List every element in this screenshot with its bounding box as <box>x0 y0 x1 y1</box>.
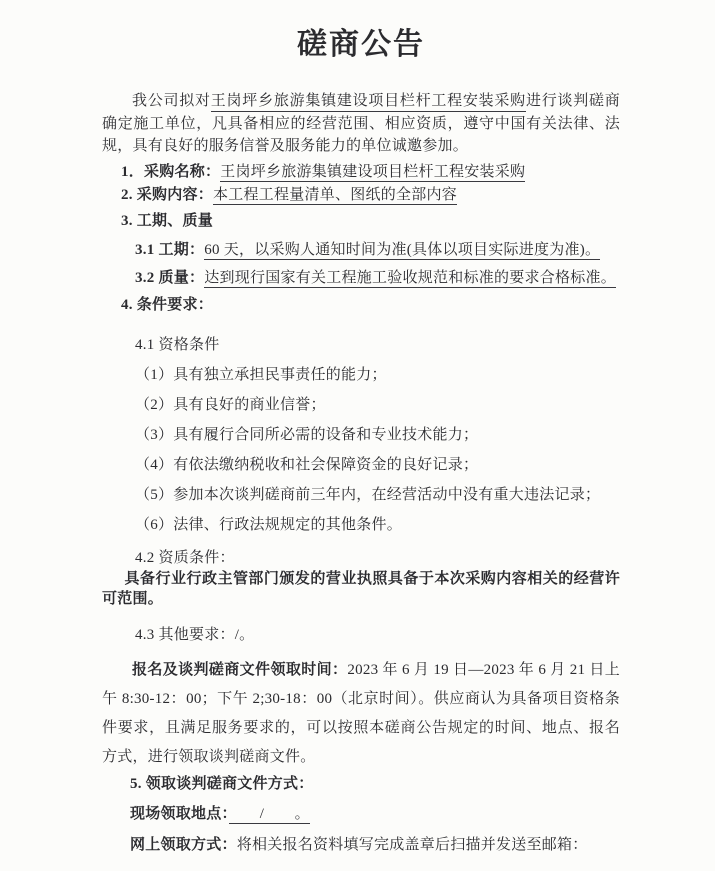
intro-paragraph <box>102 90 620 158</box>
item-1-label: 1．采购名称： <box>121 163 221 180</box>
registration-paragraph <box>102 656 620 772</box>
item-5-label: 5. 领取谈判磋商文件方式： <box>130 775 314 792</box>
page-title: 磋商公告 <box>297 28 425 61</box>
qualification-conditions-list <box>102 364 620 536</box>
item-4-label: 4. 条件要求： <box>121 296 214 313</box>
item-1-value-underlined: 王岗坪乡旅游集镇建设项目栏杆工程安装采购 <box>220 164 525 183</box>
item-2-value-underlined: 本工程工程量清单、图纸的全部内容 <box>213 187 457 206</box>
registration-label: 报名及谈判磋商文件领取时间： <box>132 661 348 678</box>
intro-project-name-underlined: 王岗坪乡旅游集镇建设项目栏杆工程安装采购 <box>211 93 526 112</box>
item-4-2-label: 4.2 资质条件： <box>135 549 235 566</box>
online-pickup-text: 将相关报名资料填写完成盖章后扫描并发送至邮箱： <box>236 836 588 853</box>
item-3-1-value-underlined: 60 天，以采购人通知时间为准(具体以项目实际进度为准)。 <box>204 242 600 261</box>
intro-text-pre: 我公司拟对 <box>132 93 211 109</box>
online-pickup-line <box>102 834 620 856</box>
item-4-1-qualification-heading <box>102 334 620 356</box>
item-5-document-pickup-heading <box>102 773 620 795</box>
item-4-conditions-heading <box>102 294 620 316</box>
item-4-3-label: 4.3 其他要求：/。 <box>135 626 255 643</box>
item-3-2-value-underlined: 达到现行国家有关工程施工验收规范和标准的要求合格标准。 <box>204 270 616 289</box>
item-4-3-other-requirements <box>102 624 620 646</box>
item-1-procurement-name <box>102 161 620 183</box>
intro-text-post: 进行谈判磋商确定施工单位，凡具备相应的经营范围、相应资质，遵守中国有关法律、法规，具有良好的服务信誉及服务能力的单位诚邀参加。 <box>102 93 620 154</box>
item-3-2-label: 3.2 质量： <box>135 269 205 286</box>
condition-item-6: （6）法律、行政法规规定的其他条件。 <box>135 516 403 533</box>
condition-item-1: （1）具有独立承担民事责任的能力； <box>135 366 387 383</box>
condition-item-3: （3）具有履行合同所必需的设备和专业技术能力； <box>135 426 479 443</box>
item-3-label: 3. 工期、质量 <box>121 212 214 229</box>
item-4-2-credentials-heading <box>102 547 620 569</box>
condition-item-5: （5）参加本次谈判磋商前三年内，在经营活动中没有重大违法记录； <box>135 486 601 503</box>
condition-item-4: （4）有依法缴纳税收和社会保障资金的良好记录； <box>135 456 479 473</box>
item-3-1-schedule <box>102 239 620 261</box>
item-3-1-label: 3.1 工期： <box>135 241 205 258</box>
online-pickup-label: 网上领取方式： <box>130 836 237 853</box>
condition-item-2: （2）具有良好的商业信誉； <box>135 396 326 413</box>
onsite-pickup-label: 现场领取地点： <box>130 805 230 822</box>
item-4-1-label: 4.1 资格条件 <box>135 336 220 353</box>
onsite-pickup-line <box>102 803 620 825</box>
onsite-pickup-blank-underlined: / 。 <box>229 806 310 825</box>
item-2-label: 2. 采购内容： <box>121 186 214 203</box>
registration-text: 2023 年 6 月 19 日—2023 年 6 月 21 日上午 8:30-12：00；下午 2;30-18：00（北京时间）。供应商认为具备项目资格条件要求，且满足服务要求的，可以按照本磋商公告规定的时间、地点、报名方式，进行领取谈判磋商文件。 <box>102 661 620 765</box>
item-3-2-quality <box>102 267 620 289</box>
item-2-procurement-content <box>102 184 620 206</box>
credentials-paragraph: 具备行业行政主管部门颁发的营业执照具备于本次采购内容相关的经营许可范围。 <box>102 570 620 607</box>
item-3-schedule-quality-heading <box>102 210 620 232</box>
